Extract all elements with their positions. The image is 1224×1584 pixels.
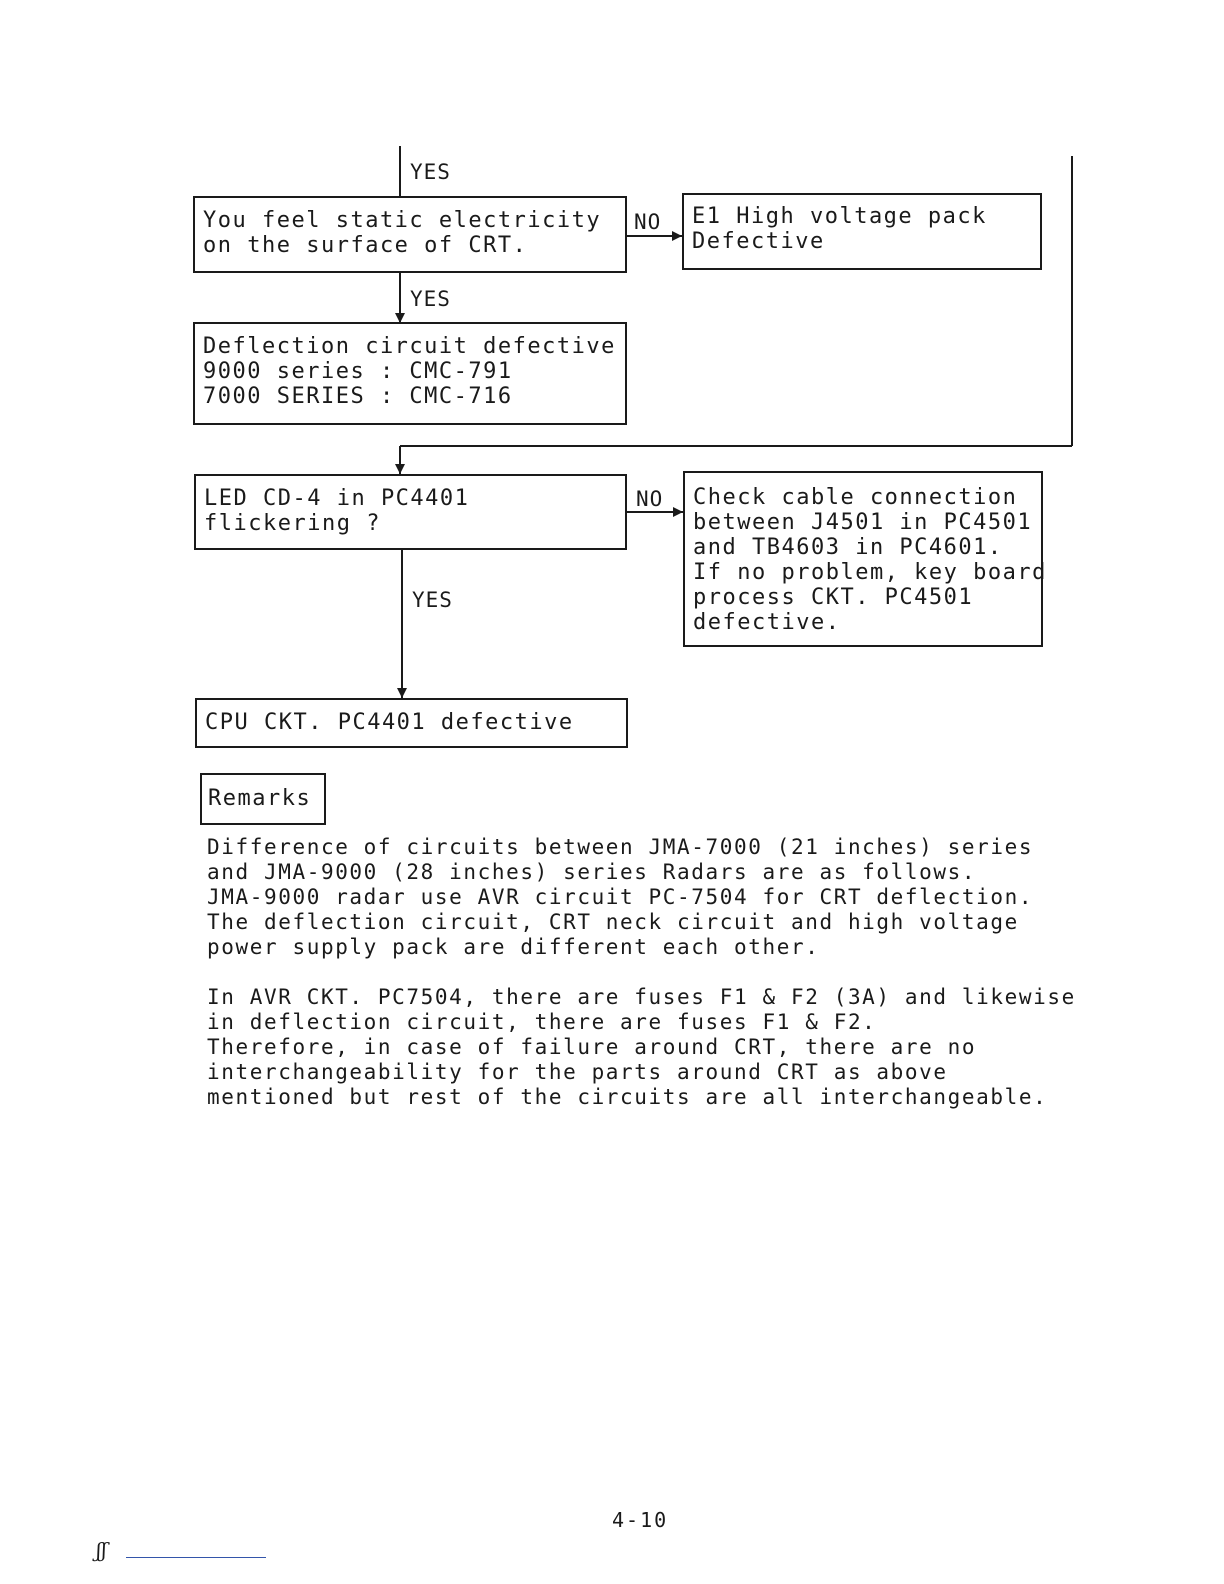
cable-line-4: If no problem, key board <box>693 560 1047 585</box>
cable-line-3: and TB4603 in PC4601. <box>693 535 1003 560</box>
led-flickering-box <box>194 474 627 550</box>
para2-line-1: In AVR CKT. PC7504, there are fuses F1 & F2 (3A) and likewise <box>207 985 1076 1009</box>
cable-connection-box <box>683 471 1047 647</box>
remarks-paragraph-2 <box>207 985 1076 1110</box>
static-line-2: on the surface of CRT. <box>203 233 528 258</box>
no-label-led: NO <box>636 487 664 511</box>
para2-line-4: interchangeability for the parts around CRT as above <box>207 1060 948 1084</box>
para1-line-4: The deflection circuit, CRT neck circuit and high voltage <box>207 910 1019 934</box>
cable-line-1: Check cable connection <box>693 485 1018 510</box>
cable-line-2: between J4501 in PC4501 <box>693 510 1033 535</box>
hv-line-1: E1 High voltage pack <box>692 204 987 229</box>
margin-handwritten-mark: ʃʃ <box>96 1538 107 1562</box>
para1-line-2: and JMA-9000 (28 inches) series Radars are as follows. <box>207 860 977 884</box>
margin-underline <box>126 1557 266 1558</box>
deflection-defective-box <box>193 322 627 425</box>
deflection-line-2: 9000 series : CMC-791 <box>203 359 513 384</box>
static-line-1: You feel static electricity <box>203 208 602 233</box>
para1-line-3: JMA-9000 radar use AVR circuit PC-7504 for CRT deflection. <box>207 885 1034 909</box>
para2-line-2: in deflection circuit, there are fuses F1 & F2. <box>207 1010 877 1034</box>
yes-label-led: YES <box>412 588 453 612</box>
cpu-defective-box <box>195 698 628 748</box>
cpu-line: CPU CKT. PC4401 defective <box>205 710 574 735</box>
para1-line-1: Difference of circuits between JMA-7000 (21 inches) series <box>207 835 1034 859</box>
para1-line-5: power supply pack are different each other. <box>207 935 820 959</box>
yes-label-top: YES <box>410 160 451 184</box>
yes-label-static: YES <box>410 287 451 311</box>
deflection-line-3: 7000 SERIES : CMC-716 <box>203 384 513 409</box>
cable-line-5: process CKT. PC4501 <box>693 585 974 610</box>
deflection-line-1: Deflection circuit defective <box>203 334 616 359</box>
hv-line-2: Defective <box>692 229 825 254</box>
cable-line-6: defective. <box>693 610 841 635</box>
led-line-2: flickering ? <box>204 511 381 536</box>
para2-line-5: mentioned but rest of the circuits are all interchangeable. <box>207 1085 1048 1109</box>
led-line-1: LED CD-4 in PC4401 <box>204 486 470 511</box>
remarks-heading: Remarks <box>200 773 326 825</box>
page-number: 4-10 <box>612 1508 669 1532</box>
static-electricity-check-box <box>193 196 627 273</box>
hv-pack-defective-box <box>682 193 1042 270</box>
remarks-paragraph-1 <box>207 835 1033 960</box>
no-label-static: NO <box>634 210 662 234</box>
para2-line-3: Therefore, in case of failure around CRT, there are no <box>207 1035 977 1059</box>
